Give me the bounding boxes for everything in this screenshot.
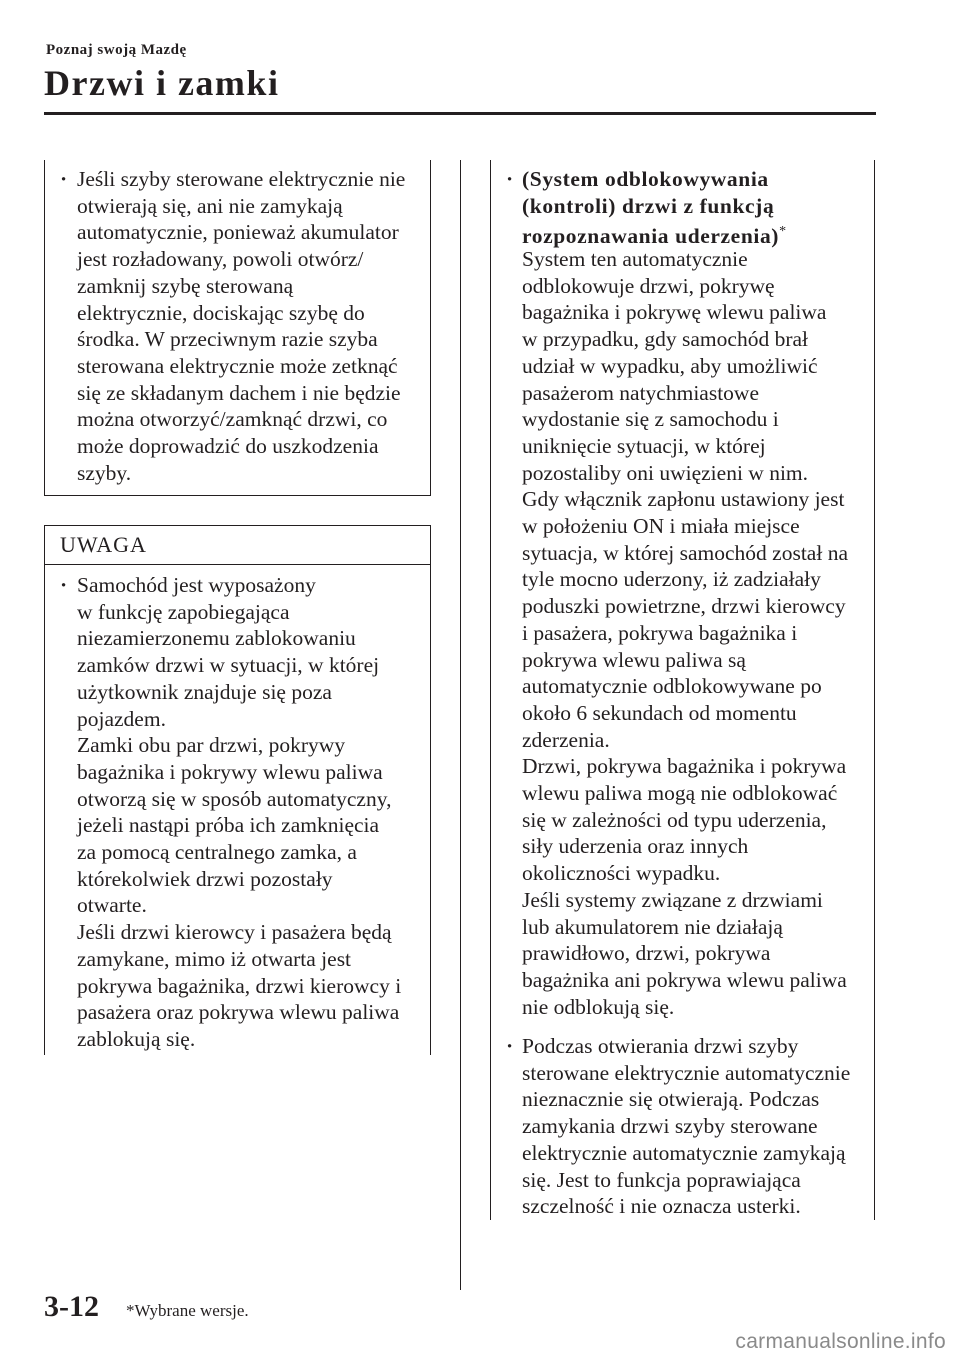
caution-box-left-border [44, 525, 45, 1055]
right-box-left-border [490, 160, 491, 1220]
column-divider [460, 160, 461, 1290]
caution-box-top-border [44, 525, 431, 526]
item-title-text: (System odblokowywania (kontroli) drzwi z funkcją rozpoznawania uderzenia) [522, 167, 780, 249]
bullet-icon: · [60, 167, 68, 191]
bullet-icon: · [506, 167, 514, 191]
page-number: 3-12 [44, 1290, 99, 1323]
caution-heading-rule [44, 564, 431, 565]
note-box-bottom-border [44, 495, 431, 496]
optional-asterisk: * [779, 224, 787, 240]
page-title: Drzwi i zamki [44, 63, 280, 103]
note-box-right-border [430, 160, 431, 495]
note-box-left-border [44, 160, 45, 495]
item-text: System ten automatycznie odblokowuje drzwi, pokrywę bagażnika i pokrywę wlewu paliwa w przypadku, gdy samochód brał udział w wypadku, aby umożliwić pasażerom natychmiastowe wydostanie się z samochodu i uniknięcie sytuacji, w której pozostaliby oni uwięzieni w nim. Gdy włącznik zapłonu ustawiony jest w położeniu ON i miała miejsce sytuacja, w której samochód został na tyle mocno uderzony, iż zadziałały poduszki powietrzne, drzwi kierowcy i pasażera, pokrywa bagażnika i pokrywa wlewu paliwa są automatycznie odblokowywane po około 6 sekundach od momentu zderzenia. Drzwi, pokrywa bagażnika i pokrywa wlewu paliwa mogą nie odblokować się w zależności od typu uderzenia, siły uderzenia oraz innych okoliczności wypadku. Jeśli systemy związane z drzwiami lub akumulatorem nie działają prawidłowo, drzwi, pokrywa bagażnika ani pokrywa wlewu paliwa nie odblokują się. [522, 247, 848, 1019]
header-rule [44, 112, 876, 115]
caution-text: Samochód jest wyposażony w funkcję zapobiegająca niezamierzonemu zablokowaniu zamków drzwi w sytuacji, w której użytkownik znajduje się poza pojazdem. Zamki obu par drzwi, pokrywy bagażnika i pokrywy wlewu paliwa otworzą się w sposób automatyczny, jeżeli nastąpi próba ich zamknięcia za pomocą centralnego zamka, a którekolwiek drzwi pozostały otwarte. Jeśli drzwi kierowcy i pasażera będą zamykane, mimo iż otwarta jest pokrywa bagażnika, drzwi kierowcy i pasażera oraz pokrywa wlewu paliwa zablokują się. [77, 573, 402, 1051]
bullet-icon: · [60, 573, 68, 597]
bullet-icon: · [506, 1034, 514, 1058]
caution-box-right-border [430, 525, 431, 1055]
caution-heading: UWAGA [60, 532, 147, 557]
note-text: Jeśli szyby sterowane elektrycznie nie otwierają się, ani nie zamykają automatycznie, ponieważ akumulator jest rozładowany, powoli otwórz/ zamknij szybę sterowaną elektrycznie, dociskając szybę do środka. W przeciwnym razie szyba sterowana elektrycznie może zetknąć się ze składanym dachem i nie będzie można otworzyć/zamknąć drzwi, co może doprowadzić do uszkodzenia szyby. [77, 167, 406, 485]
item-title [522, 166, 872, 250]
footnote: *Wybrane wersje. [126, 1301, 249, 1320]
item-text: Podczas otwierania drzwi szyby sterowane elektrycznie automatycznie nieznacznie się otwierają. Podczas zamykania drzwi szyby sterowane elektrycznie automatycznie zamykają się. Jest to funkcja poprawiająca szczelność i nie oznacza usterki. [522, 1034, 851, 1219]
header-kicker: Poznaj swoją Mazdę [46, 42, 187, 58]
watermark: carmanualsonline.info [735, 1330, 946, 1353]
right-box-right-border [874, 160, 875, 1220]
